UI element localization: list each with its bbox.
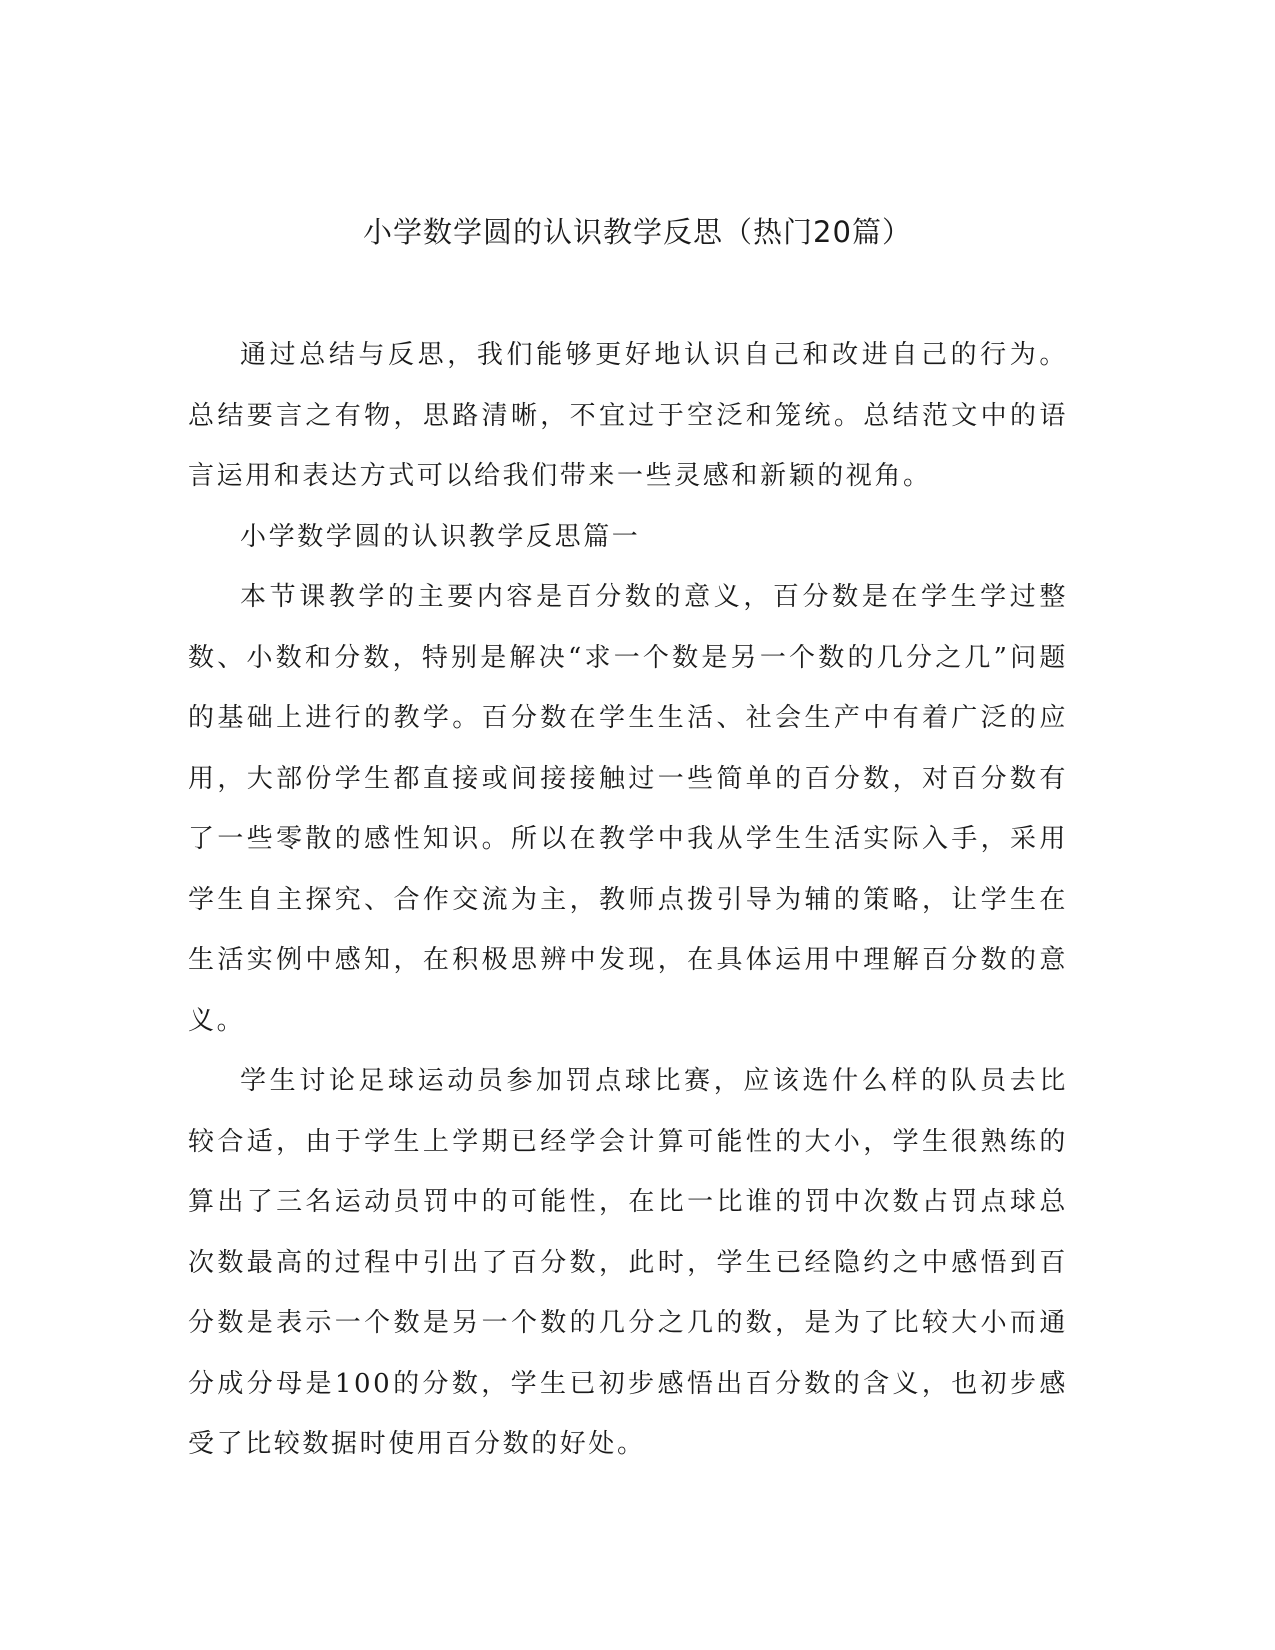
document-title: 小学数学圆的认识教学反思（热门20篇）	[363, 215, 912, 249]
document-body	[188, 325, 1068, 1475]
body-paragraph: 学生讨论足球运动员参加罚点球比赛，应该选什么样的队员去比较合适，由于学生上学期已经学会计算可能性的大小，学生很熟练的算出了三名运动员罚中的可能性，在比一比谁的罚中次数占罚点球总次数最高的过程中引出了百分数，此时，学生已经隐约之中感悟到百分数是表示一个数是另一个数的几分之几的数，是为了比较大小而通分成分母是100的分数，学生已初步感悟出百分数的含义，也初步感受了比较数据时使用百分数的好处。	[188, 1066, 1068, 1459]
body-paragraph: 本节课教学的主要内容是百分数的意义，百分数是在学生学过整数、小数和分数，特别是解决“求一个数是另一个数的几分之几”问题的基础上进行的教学。百分数在学生生活、社会生产中有着广泛的应用，大部份学生都直接或间接接触过一些简单的百分数，对百分数有了一些零散的感性知识。所以在教学中我从学生生活实际入手，采用学生自主探究、合作交流为主，教师点拨引导为辅的策略，让学生在生活实例中感知，在积极思辨中发现，在具体运用中理解百分数的意义。	[188, 582, 1068, 1036]
intro-paragraph: 通过总结与反思，我们能够更好地认识自己和改进自己的行为。总结要言之有物，思路清晰，不宜过于空泛和笼统。总结范文中的语言运用和表达方式可以给我们带来一些灵感和新颖的视角。	[188, 340, 1068, 491]
section-heading: 小学数学圆的认识教学反思篇一	[240, 521, 641, 552]
